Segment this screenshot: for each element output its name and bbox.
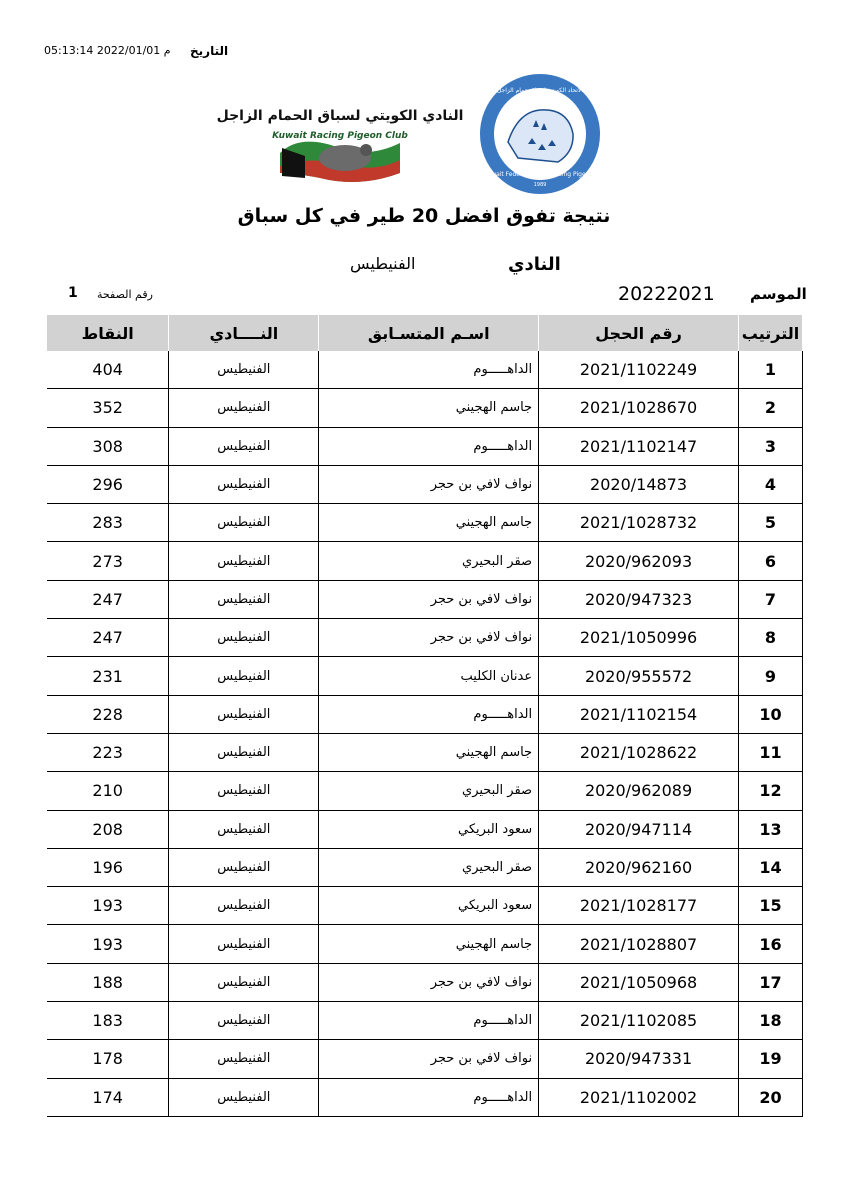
cell-club: الفنيطيس bbox=[169, 427, 319, 465]
cell-name: جاسم الهجيني bbox=[319, 925, 539, 963]
table-row bbox=[47, 887, 803, 925]
cell-points: 223 bbox=[47, 733, 169, 771]
cell-points: 188 bbox=[47, 963, 169, 1001]
cell-reg: 2021/1102002 bbox=[539, 1078, 739, 1116]
header-name: اسـم المتسـابق bbox=[319, 315, 539, 351]
cell-rank: 12 bbox=[738, 772, 802, 810]
cell-rank: 7 bbox=[738, 580, 802, 618]
header-club: النــــادي bbox=[169, 315, 319, 351]
cell-points: 404 bbox=[47, 351, 169, 389]
table-row bbox=[47, 504, 803, 542]
cell-rank: 5 bbox=[738, 504, 802, 542]
cell-points: 228 bbox=[47, 695, 169, 733]
table-row bbox=[47, 848, 803, 886]
cell-points: 247 bbox=[47, 580, 169, 618]
table-row bbox=[47, 427, 803, 465]
cell-club: الفنيطيس bbox=[169, 848, 319, 886]
cell-reg: 2020/962093 bbox=[539, 542, 739, 580]
federation-logo-arabic-text: الاتحاد الكويتي لسباق حمام الزاجل bbox=[496, 87, 584, 94]
cell-club: الفنيطيس bbox=[169, 465, 319, 503]
cell-club: الفنيطيس bbox=[169, 351, 319, 389]
cell-points: 273 bbox=[47, 542, 169, 580]
cell-club: الفنيطيس bbox=[169, 733, 319, 771]
table-row bbox=[47, 542, 803, 580]
club-logo-english-text: Kuwait Racing Pigeon Club bbox=[272, 131, 408, 141]
cell-name: سعود البريكي bbox=[319, 887, 539, 925]
table-row bbox=[47, 925, 803, 963]
table-row bbox=[47, 1002, 803, 1040]
cell-points: 283 bbox=[47, 504, 169, 542]
cell-club: الفنيطيس bbox=[169, 695, 319, 733]
cell-name: نواف لافي بن حجر bbox=[319, 963, 539, 1001]
table-row bbox=[47, 389, 803, 427]
season-value: 20222021 bbox=[618, 283, 715, 305]
cell-rank: 14 bbox=[738, 848, 802, 886]
cell-name: نواف لافي بن حجر bbox=[319, 1040, 539, 1078]
cell-points: 196 bbox=[47, 848, 169, 886]
cell-reg: 2021/1028807 bbox=[539, 925, 739, 963]
table-header-row bbox=[47, 315, 803, 351]
cell-club: الفنيطيس bbox=[169, 887, 319, 925]
cell-points: 308 bbox=[47, 427, 169, 465]
table-row bbox=[47, 1078, 803, 1116]
cell-reg: 2020/947114 bbox=[539, 810, 739, 848]
cell-reg: 2021/1050968 bbox=[539, 963, 739, 1001]
cell-rank: 2 bbox=[738, 389, 802, 427]
cell-name: نواف لافي بن حجر bbox=[319, 580, 539, 618]
cell-rank: 9 bbox=[738, 657, 802, 695]
cell-reg: 2021/1102154 bbox=[539, 695, 739, 733]
results-table bbox=[47, 315, 803, 1117]
federation-logo-year: 1989 bbox=[533, 182, 547, 188]
table-row bbox=[47, 772, 803, 810]
cell-club: الفنيطيس bbox=[169, 810, 319, 848]
cell-rank: 16 bbox=[738, 925, 802, 963]
cell-club: الفنيطيس bbox=[169, 1002, 319, 1040]
table-row bbox=[47, 963, 803, 1001]
cell-points: 352 bbox=[47, 389, 169, 427]
table-row bbox=[47, 580, 803, 618]
cell-rank: 1 bbox=[738, 351, 802, 389]
cell-club: الفنيطيس bbox=[169, 504, 319, 542]
cell-club: الفنيطيس bbox=[169, 542, 319, 580]
table-row bbox=[47, 695, 803, 733]
table-row bbox=[47, 657, 803, 695]
cell-points: 174 bbox=[47, 1078, 169, 1116]
table-row bbox=[47, 733, 803, 771]
cell-reg: 2020/947331 bbox=[539, 1040, 739, 1078]
cell-name: جاسم الهجيني bbox=[319, 389, 539, 427]
header-rank: الترتيب bbox=[738, 315, 802, 351]
date-label: التاريخ bbox=[190, 44, 229, 58]
cell-rank: 4 bbox=[738, 465, 802, 503]
cell-club: الفنيطيس bbox=[169, 389, 319, 427]
cell-reg: 2020/947323 bbox=[539, 580, 739, 618]
header-reg: رقم الحجل bbox=[539, 315, 739, 351]
cell-rank: 10 bbox=[738, 695, 802, 733]
season-label: الموسم bbox=[750, 285, 807, 303]
cell-points: 193 bbox=[47, 887, 169, 925]
table-row bbox=[47, 465, 803, 503]
cell-reg: 2020/962160 bbox=[539, 848, 739, 886]
cell-reg: 2021/1028670 bbox=[539, 389, 739, 427]
cell-points: 247 bbox=[47, 619, 169, 657]
cell-name: عدنان الكليب bbox=[319, 657, 539, 695]
cell-rank: 3 bbox=[738, 427, 802, 465]
report-title: نتيجة تفوق افضل 20 طير في كل سباق bbox=[237, 205, 611, 227]
cell-reg: 2020/955572 bbox=[539, 657, 739, 695]
date-value: 05:13:14 2022/01/01 م bbox=[44, 44, 171, 57]
cell-name: جاسم الهجيني bbox=[319, 733, 539, 771]
cell-points: 183 bbox=[47, 1002, 169, 1040]
page-number-value: 1 bbox=[68, 285, 78, 301]
cell-club: الفنيطيس bbox=[169, 925, 319, 963]
cell-points: 208 bbox=[47, 810, 169, 848]
table-row bbox=[47, 810, 803, 848]
cell-club: الفنيطيس bbox=[169, 772, 319, 810]
cell-name: جاسم الهجيني bbox=[319, 504, 539, 542]
cell-points: 193 bbox=[47, 925, 169, 963]
club-logo bbox=[216, 78, 464, 193]
cell-name: الداهـــــوم bbox=[319, 427, 539, 465]
cell-rank: 18 bbox=[738, 1002, 802, 1040]
table-row bbox=[47, 1040, 803, 1078]
cell-name: الداهـــــوم bbox=[319, 1078, 539, 1116]
cell-name: نواف لافي بن حجر bbox=[319, 465, 539, 503]
cell-club: الفنيطيس bbox=[169, 963, 319, 1001]
cell-reg: 2020/14873 bbox=[539, 465, 739, 503]
cell-club: الفنيطيس bbox=[169, 657, 319, 695]
cell-points: 231 bbox=[47, 657, 169, 695]
cell-name: صقر البحيري bbox=[319, 772, 539, 810]
cell-rank: 17 bbox=[738, 963, 802, 1001]
cell-club: الفنيطيس bbox=[169, 1078, 319, 1116]
cell-rank: 19 bbox=[738, 1040, 802, 1078]
page-number-label: رقم الصفحة bbox=[97, 288, 153, 301]
cell-rank: 6 bbox=[738, 542, 802, 580]
cell-name: سعود البريكي bbox=[319, 810, 539, 848]
cell-rank: 11 bbox=[738, 733, 802, 771]
cell-club: الفنيطيس bbox=[169, 619, 319, 657]
header-points: النقاط bbox=[47, 315, 169, 351]
club-logo-arabic-text: النادي الكويتي لسباق الحمام الزاجل bbox=[216, 108, 464, 124]
cell-reg: 2021/1102085 bbox=[539, 1002, 739, 1040]
table-row bbox=[47, 619, 803, 657]
cell-reg: 2021/1050996 bbox=[539, 619, 739, 657]
cell-reg: 2021/1102147 bbox=[539, 427, 739, 465]
cell-reg: 2021/1028622 bbox=[539, 733, 739, 771]
federation-logo-english-text: Kuwait Federation For Racing Pigeons bbox=[483, 171, 597, 178]
club-value: الفنيطيس bbox=[350, 254, 416, 273]
cell-name: صقر البحيري bbox=[319, 848, 539, 886]
cell-reg: 2021/1102249 bbox=[539, 351, 739, 389]
cell-rank: 15 bbox=[738, 887, 802, 925]
cell-points: 210 bbox=[47, 772, 169, 810]
cell-points: 178 bbox=[47, 1040, 169, 1078]
cell-name: الداهـــــوم bbox=[319, 1002, 539, 1040]
cell-points: 296 bbox=[47, 465, 169, 503]
cell-name: الداهـــــوم bbox=[319, 695, 539, 733]
cell-reg: 2021/1028732 bbox=[539, 504, 739, 542]
cell-rank: 20 bbox=[738, 1078, 802, 1116]
cell-rank: 8 bbox=[738, 619, 802, 657]
cell-reg: 2020/962089 bbox=[539, 772, 739, 810]
cell-club: الفنيطيس bbox=[169, 580, 319, 618]
cell-name: صقر البحيري bbox=[319, 542, 539, 580]
cell-reg: 2021/1028177 bbox=[539, 887, 739, 925]
club-label: النادي bbox=[508, 254, 561, 275]
cell-rank: 13 bbox=[738, 810, 802, 848]
cell-name: نواف لافي بن حجر bbox=[319, 619, 539, 657]
table-row bbox=[47, 351, 803, 389]
cell-name: الداهـــــوم bbox=[319, 351, 539, 389]
federation-logo bbox=[478, 72, 602, 196]
cell-club: الفنيطيس bbox=[169, 1040, 319, 1078]
